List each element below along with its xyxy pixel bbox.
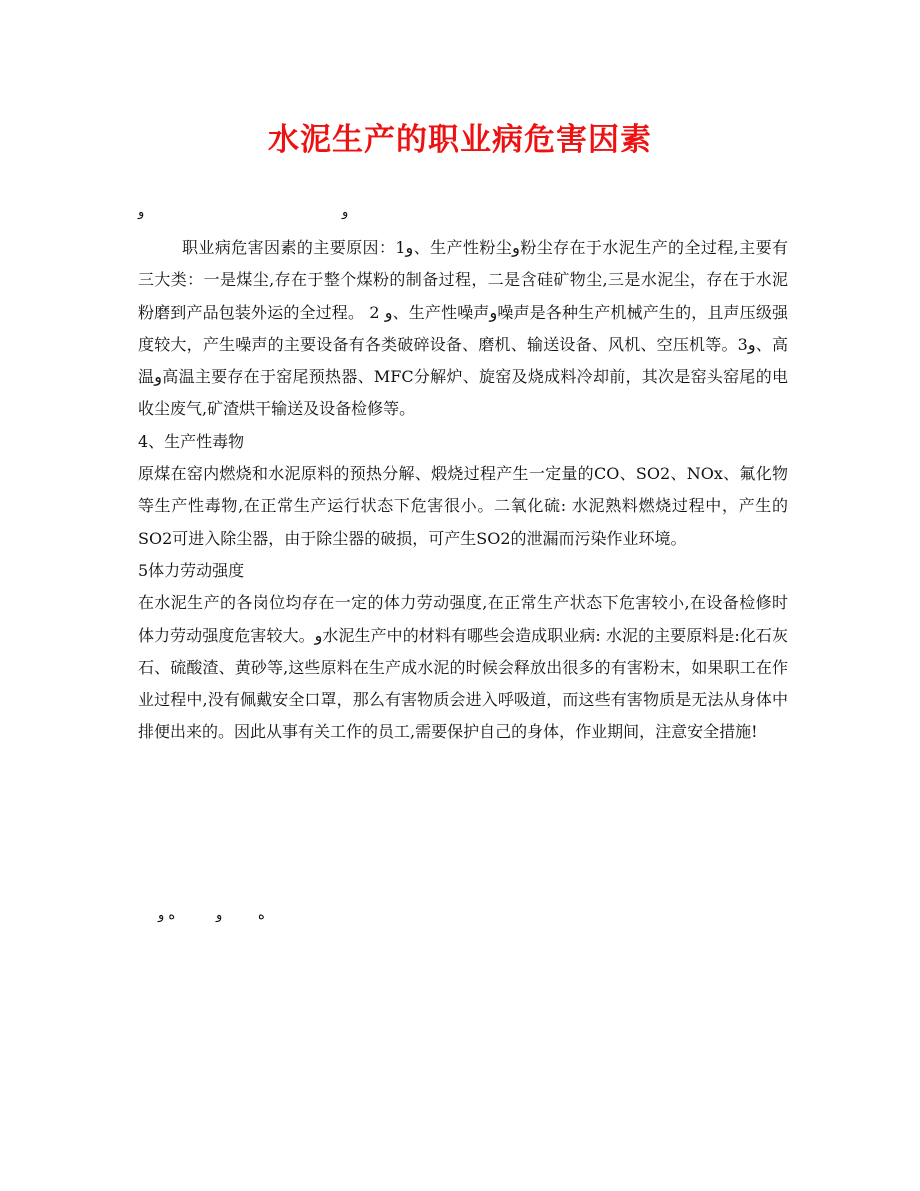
paragraph-intro: 职业病危害因素的主要原因：1و、生产性粉尘و粉尘存在于水泥生产的全过程,主要有三大类：一是煤尘,存在于整个煤粉的制备过程，二是含硅矿物尘,三是水泥尘，存在于水泥粉磨到产品包装外运的全过程。 2 و、生产性噪声و噪声是各种生产机械产生的，且声压级强度较大，产生噪声的主要设备有各类破碎设备、磨机、输送设备、风机、空压机等。3و、高温و高温主要存在于窑尾预热器、MFC分解炉、旋窑及烧成料冷却前，其次是窑头窑尾的电收尘废气,矿渣烘干输送及设备检修等。 (138, 238, 788, 419)
bottom-mark: و (216, 908, 223, 923)
top-marks (0, 205, 920, 227)
document-body (138, 232, 788, 749)
bottom-marks (0, 908, 920, 930)
top-mark: و (342, 205, 349, 220)
top-mark: و (138, 205, 145, 220)
section-heading-labor: 5体力劳动强度 (138, 560, 245, 580)
document-title: 水泥生产的职业病危害因素 (268, 122, 652, 158)
bottom-mark: ه و (158, 908, 176, 923)
bottom-mark: ه (258, 908, 265, 923)
paragraph-labor: 在水泥生产的各岗位均存在一定的体力劳动强度,在正常生产状态下危害较小,在设备检修时体力劳动强度危害较大。و水泥生产中的材料有哪些会造成职业病: 水泥的主要原料是:化石灰石、硫酸渣、黄砂等,这些原料在生产成水泥的时候会释放出很多的有害粉末，如果职工在作业过程中,没有佩戴安全口罩，那么有害物质会进入呼吸道，而这些有害物质是无法从身体中排便出来的。因此从事有关工作的员工,需要保护自己的身体，作业期间，注意安全措施! (138, 593, 788, 742)
paragraph-toxic: 原煤在窑内燃烧和水泥原料的预热分解、煅烧过程产生一定量的CO、SO2、NOx、氟化物等生产性毒物,在正常生产运行状态下危害很小。二氧化硫: 水泥熟料燃烧过程中，产生的SO2可进入除尘器，由于除尘器的破损，可产生SO2的泄漏而污染作业环境。 (138, 464, 788, 548)
section-heading-toxic: 4、生产性毒物 (138, 431, 245, 451)
